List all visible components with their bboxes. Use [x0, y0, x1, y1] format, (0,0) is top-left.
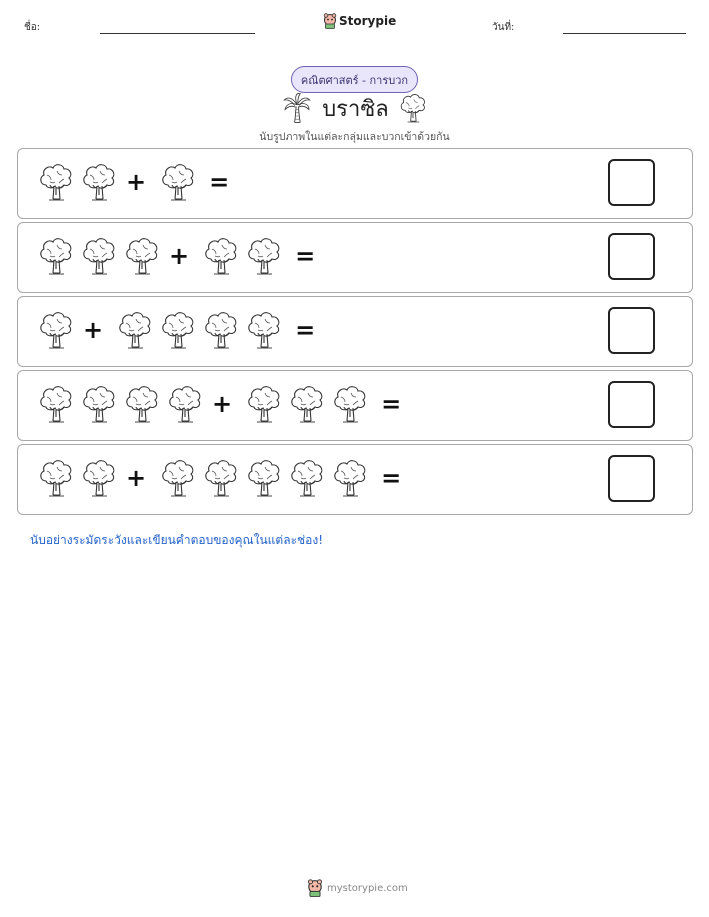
brand: [323, 13, 396, 29]
tree-icon: [81, 162, 117, 202]
tree-icon: [124, 384, 160, 424]
plus-sign: +: [169, 242, 190, 270]
tree-icon: [167, 384, 203, 424]
problem-items: [38, 310, 329, 350]
problem-row: [17, 444, 693, 515]
equals-sign: =: [209, 168, 230, 196]
tree-icon: [38, 310, 74, 350]
equals-sign: =: [295, 242, 316, 270]
tree-icon: [203, 458, 239, 498]
tree-icon: [203, 310, 239, 350]
tree-icon: [38, 458, 74, 498]
answer-box[interactable]: [608, 159, 655, 206]
tree-icon: [124, 236, 160, 276]
palm-tree-icon: [282, 92, 312, 124]
tree-icon: [246, 458, 282, 498]
tree-icon: [117, 310, 153, 350]
tree-icon: [81, 384, 117, 424]
name-label: ชื่อ:: [24, 22, 41, 33]
problem-items: [38, 162, 243, 202]
tree-icon: [332, 458, 368, 498]
answer-box[interactable]: [608, 307, 655, 354]
footer-url: mystorypie.com: [327, 882, 408, 894]
problem-items: [38, 458, 415, 498]
tree-icon: [81, 236, 117, 276]
answer-box[interactable]: [608, 233, 655, 280]
plus-sign: +: [83, 316, 104, 344]
plus-sign: +: [126, 168, 147, 196]
tree-icon: [246, 384, 282, 424]
tree-icon: [203, 236, 239, 276]
tree-icon: [289, 384, 325, 424]
worksheet-header: [0, 0, 709, 50]
name-line: [100, 33, 255, 34]
equals-sign: =: [381, 390, 402, 418]
tree-icon: [38, 384, 74, 424]
tree-icon: [81, 458, 117, 498]
tree-icon: [160, 458, 196, 498]
equals-sign: =: [381, 464, 402, 492]
tree-icon: [332, 384, 368, 424]
footer: [307, 879, 408, 897]
tree-icon: [246, 310, 282, 350]
answer-box[interactable]: [608, 381, 655, 428]
tree-icon: [38, 162, 74, 202]
plus-sign: +: [212, 390, 233, 418]
problem-items: [38, 236, 329, 276]
subject-badge: คณิตศาสตร์ - การบวก: [291, 66, 418, 93]
page-subtitle: นับรูปภาพในแต่ละกลุ่มและบวกเข้าด้วยกัน: [259, 131, 450, 143]
storypie-logo-icon: [307, 879, 323, 897]
problem-items: [38, 384, 415, 424]
tree-icon: [399, 92, 427, 124]
tree-icon: [246, 236, 282, 276]
instruction-text: นับอย่างระมัดระวังและเขียนคำตอบของคุณในแต่ละช่อง!: [30, 533, 324, 547]
problem-row: [17, 296, 693, 367]
tree-icon: [38, 236, 74, 276]
date-label: วันที่:: [492, 22, 515, 33]
problem-row: [17, 370, 693, 441]
problem-row: [17, 222, 693, 293]
equals-sign: =: [295, 316, 316, 344]
answer-box[interactable]: [608, 455, 655, 502]
storypie-logo-icon: [323, 13, 337, 29]
page-title: บราซิล: [322, 96, 389, 122]
title-row: [0, 91, 709, 125]
brand-name: Storypie: [339, 14, 397, 28]
date-line: [563, 33, 686, 34]
plus-sign: +: [126, 464, 147, 492]
tree-icon: [160, 162, 196, 202]
tree-icon: [160, 310, 196, 350]
tree-icon: [289, 458, 325, 498]
problem-row: [17, 148, 693, 219]
